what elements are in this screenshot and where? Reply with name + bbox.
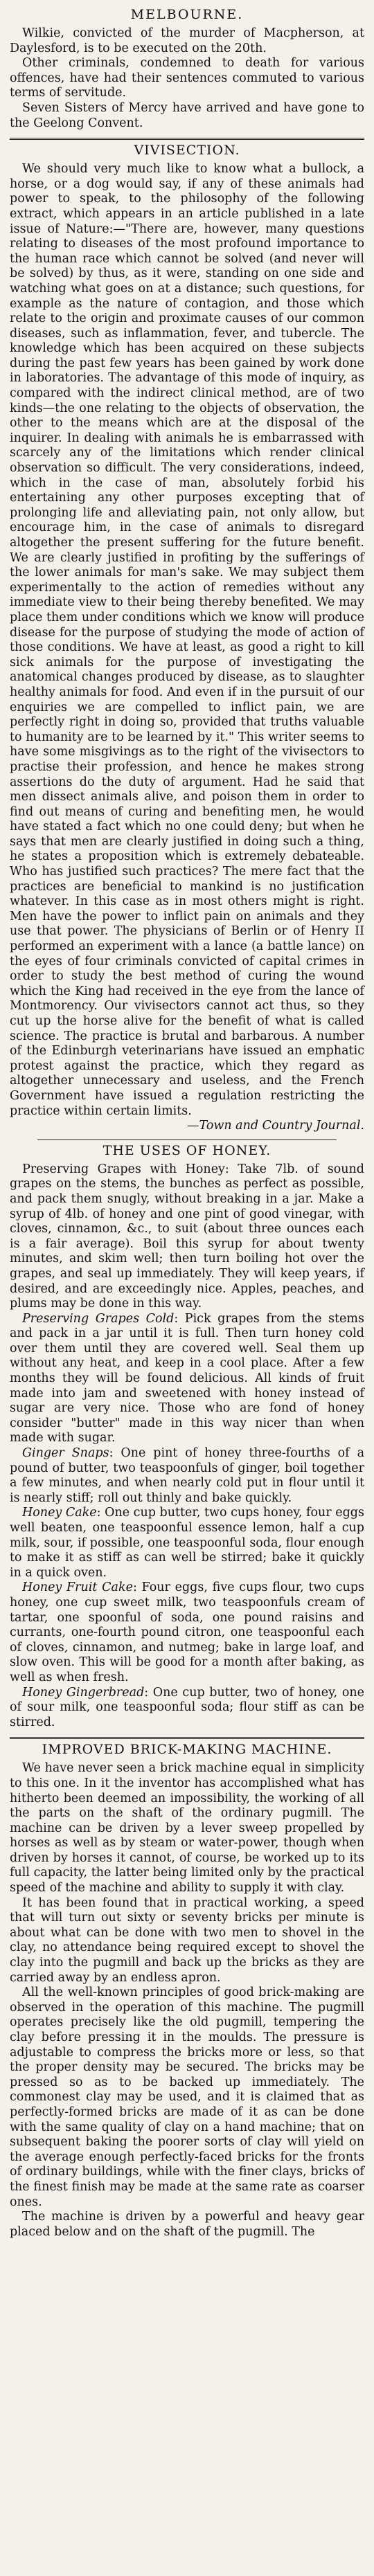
melbourne-heading: MELBOURNE.	[130, 7, 244, 22]
recipe-title: Honey Gingerbread	[22, 1685, 145, 1700]
brick-paragraph: We have never seen a brick machine equal in simplicity to this one. In it the inventor has accomplished what has hitherto been deemed an impossibility, the working of all the parts on the shaft of the ordinary pugmill. The machine can be driven by a lever sweep propelled by horses as well as by steam or water-power, though when driven by horses it cannot, of course, be worked up to its full capacity, the latter being limited only by the practical speed of the machine and ability to supply it with clay.	[10, 1761, 364, 1895]
recipe-title: Preserving Grapes Cold	[22, 1311, 175, 1326]
recipe-text: : Four eggs, five cups flour, two cups honey, one cup sweet milk, two teaspoonfuls cream of tartar, one spoonful of soda, one pound raisins and currants, one-fourth pound citron, one teaspoonful each of cloves, cinnamon, and nutmeg; bake in large loaf, and slow oven. This will be good for a month after baking, as well as when fresh.	[10, 1580, 364, 1684]
brick-section	[10, 1742, 364, 2240]
honey-recipe	[10, 1506, 364, 1580]
section-divider	[10, 138, 364, 140]
recipe-title: Honey Fruit Cake	[22, 1580, 133, 1595]
vivisection-heading: VIVISECTION.	[134, 143, 240, 159]
melbourne-section	[10, 7, 364, 131]
vivisection-paragraph: We should very much like to know what a bullock, a horse, or a dog would say, if any of these animals had power to speak, to the philosophy of the following extract, which appears in an article published in a late issue of Nature:—"There are, however, many questions relating to diseases of the most profound importance to the human race which cannot be solved (and never will be solved) by thus, as it were, standing on one side and watching what goes on at a distance; such questions, for example as the nature of contagion, and those which relate to the origin and proximate causes of our common diseases, such as inflammation, fever, and tubercle. The knowledge which has been acquired on these subjects during the past few years has been gained by work done in laboratories. The advantage of this mode of inquiry, as compared with the indirect clinical method, are of two kinds—the one relating to the objects of observation, the other to the means which are at the disposal of the inquirer. In dealing with animals he is embarrassed with scarcely any of the limitations which render clinical observation so difficult. The very considerations, indeed, which in the case of man, absolutely forbid his entertaining any other purposes excepting that of prolonging life and alleviating pain, not only allow, but encourage him, in the case of animals to disregard altogether the present suffering for the future benefit. We are clearly justified in profiting by the sufferings of the lower animals for man's sake. We may subject them experimentally to the action of remedies without any immediate view to their being thereby benefited. We may place them under conditions which we know will produce disease for the purpose of studying the mode of action of those conditions. We have at least, as good a right to kill sick animals for the purpose of investigating the anatomical changes produced by disease, as to slaughter healthy animals for food. And even if in the pursuit of our enquiries we are compelled to inflict pain, we are perfectly right in doing so, provided that truths valuable to humanity are to be learned by it." This writer seems to have some misgivings as to the right of the vivisectors to practise their profession, and hence he makes strong assertions do the duty of argument. Had he said that men dissect animals alive, and poison them in order to find out means of curing and benefiting men, he would have stated a fact which no one could deny; but when he says that men are clearly justified in doing such a thing, he states a proposition which is extremely debateable. Who has justified such practices? The mere fact that the practices are beneficial to mankind is no justification whatever. In this case as in most others might is right. Men have the power to inflict pain on animals and they use that power. The physicians of Berlin or of Henry II performed an experiment with a lance (a battle lance) on the eyes of four criminals convicted of capital crimes in order to study the best method of curing the wound which the King had received in the eye from the lance of Montmorency. Our vivisectors cannot act thus, so they cut up the horse alive for the benefit of what is called science. The practice is brutal and barbarous. A number of the Edinburgh veterinarians have issued an emphatic protest against the practice, which they regard as altogether unnecessary and useless, and the French Government have issued a regulation restricting the practice within certain limits.	[10, 162, 364, 1118]
honey-section	[10, 1143, 364, 1731]
brick-heading: IMPROVED BRICK-MAKING MACHINE.	[42, 1742, 332, 1758]
recipe-text: : Pick grapes from the stems and pack in a jar until it is full. Then turn honey cold over them until they are covered well. Seal them up without any heat, and keep in a cool place. After a few months they will be found delicious. All kinds of fruit made into jam and sweetened with honey instead of sugar are very nice. Those who are fond of honey consider "butter" made in this way nicer than when made with sugar.	[10, 1311, 364, 1445]
honey-heading: THE USES OF HONEY.	[103, 1142, 271, 1158]
honey-recipe	[10, 1686, 364, 1731]
brick-paragraph: The machine is driven by a powerful and heavy gear placed below and on the shaft of the pugmill. The	[10, 2210, 364, 2239]
honey-recipe	[10, 1446, 364, 1506]
recipe-text: : One cup butter, two cups honey, four eggs well beaten, one teaspoonful essence lemon, half a cup milk, sour, if possible, one teaspoonful soda, flour enough to make it as stiff as can well be stirred; bake it quickly in a quick oven.	[10, 1506, 364, 1580]
honey-recipe	[10, 1312, 364, 1446]
melbourne-paragraph: Seven Sisters of Mercy have arrived and have gone to the Geelong Convent.	[10, 100, 364, 130]
recipe-title: Ginger Snaps	[22, 1446, 109, 1461]
melbourne-paragraph: Wilkie, convicted of the murder of Macpherson, at Daylesford, is to be executed on the 20th.	[10, 26, 364, 55]
brick-paragraph: All the well-known principles of good brick-making are observed in the operation of this machine. The pugmill operates precisely like the old pugmill, tempering the clay before pressing it in the moulds. The pressure is adjustable to compress the bricks more or less, so that the proper density may be secured. The bricks may be pressed so as to be backed up immediately. The commonest clay may be used, and it is claimed that as perfectly-formed bricks are made of it as can be done with the same quality of clay on a hand machine; that on subsequent baking the poorer sorts of clay will yield on the average enough perfectly-faced bricks for the fronts of ordinary buildings, while with the finer clays, bricks of the finest finish may be made at the same rate as coarser ones.	[10, 1985, 364, 2209]
honey-recipe	[10, 1580, 364, 1685]
vivisection-source: —Town and Country Journal.	[187, 1119, 364, 1133]
section-divider	[10, 1737, 364, 1739]
vivisection-section	[10, 143, 364, 1134]
honey-intro: Preserving Grapes with Honey: Take 7lb. of sound grapes on the stems, the bunches as perfect as possible, and pack them snugly, without breaking in a jar. Make a syrup of 4lb. of honey and one pint of good vinegar, with cloves, cinnamon, &c., to suit (about three ounces each is a fair average). Boil this syrup for about twenty minutes, and skim well; then turn boiling hot over the grapes, and seal up immediately. They will keep years, if desired, and are exceedingly nice. Apples, peaches, and plums may be done in this way.	[10, 1162, 364, 1311]
recipe-text: : One pint of honey three-fourths of a pound of butter, two teaspoonfuls of ginger, boil together a few minutes, and when nearly cold put in flour until it is nearly stiff; roll out thinly and bake quickly.	[10, 1446, 364, 1505]
brick-paragraph: It has been found that in practical working, a speed that will turn out sixty or seventy bricks per minute is about what can be done with two men to shovel in the clay, no attendance being required except to shovel the clay into the pugmill and back up the bricks as they are carried away by an endless apron.	[10, 1895, 364, 1985]
recipe-text: : One cup butter, two of honey, one of sour milk, one teaspoonful soda; flour stiff as can be stirred.	[10, 1685, 364, 1729]
melbourne-paragraph: Other criminals, condemned to death for various offences, have had their sentences commuted to various terms of servitude.	[10, 56, 364, 100]
recipe-title: Honey Cake	[22, 1506, 97, 1520]
